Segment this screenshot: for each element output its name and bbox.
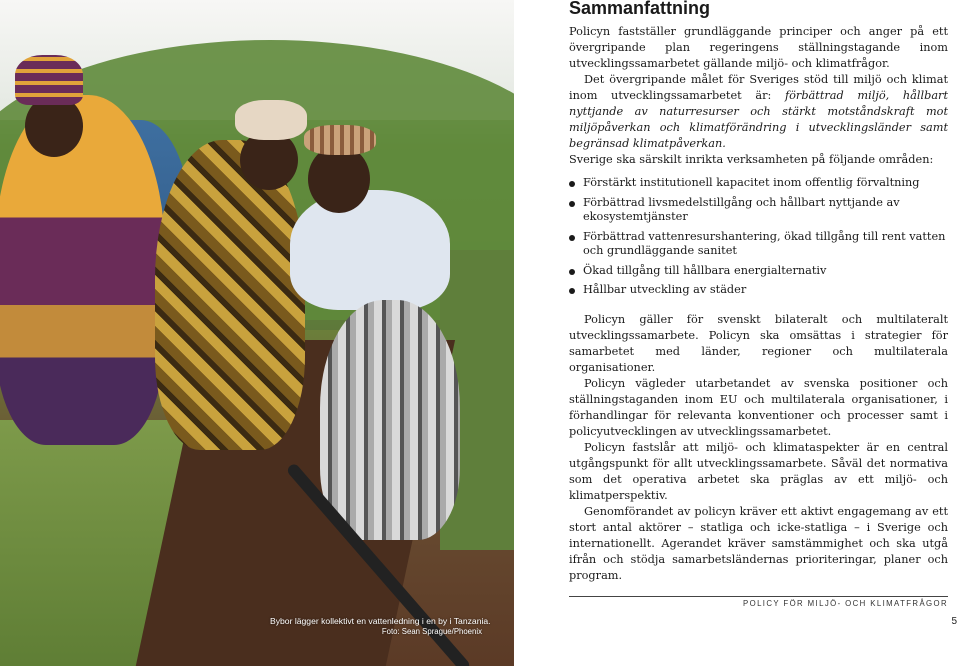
list-item-text: Förbättrad livsmedelstillgång och hållbart nyttjande av ekosystemtjänster <box>583 195 900 223</box>
body-paragraph-2: Policyn vägleder utarbetandet av svenska positioner och ställningstaganden inom EU och multilaterala organisationer, i förhandlingar för relevanta konventioner och processer samt i policyutvecklingen av utvecklingssamarbetet. <box>569 377 948 438</box>
photo-headwrap-right <box>304 125 376 155</box>
list-item <box>569 176 948 191</box>
photo-credit: Foto: Sean Sprague/Phoenix <box>381 627 482 636</box>
body-paragraph-1: Policyn gäller för svenskt bilateralt och multilateralt utvecklingssamarbete. Policyn ska omsättas i strategier för samarbetet med länder, regioner och multilaterala organisationer. <box>569 313 948 374</box>
photo-person-right-skirt <box>320 300 460 540</box>
bullet-icon <box>569 181 575 187</box>
bullet-icon <box>569 288 575 294</box>
bullet-icon <box>569 235 575 241</box>
list-item <box>569 196 948 225</box>
focus-lead: Sverige ska särskilt inrikta verksamheten på följande områden: <box>569 153 934 166</box>
intro-goal-statement: förbättrad miljö, hållbart nyttjande av naturresurser och stärkt motståndskraft mot miljöpåverkan och klimatförändring i utvecklingsländer samt begränsad klimatpåverkan. <box>569 89 948 150</box>
list-item <box>569 230 948 259</box>
list-item-text: Hållbar utveckling av städer <box>583 283 747 296</box>
bullet-icon <box>569 269 575 275</box>
body-paragraph-3: Policyn fastslår att miljö- och klimataspekter är en central utgångspunkt för allt utvecklingssamarbete. Såväl det normativa som det operativa arbetet ska präglas av ett miljö- och klimatperspektiv. <box>569 441 948 502</box>
photo-headwrap-middle <box>235 100 307 140</box>
running-title: POLICY FÖR MILJÖ- OCH KLIMATFRÅGOR <box>743 599 948 608</box>
bullet-icon <box>569 201 575 207</box>
photo-head-right <box>308 145 370 213</box>
photo-caption-text: Bybor lägger kollektivt en vattenledning i en by i Tanzania. <box>270 616 491 626</box>
list-item <box>569 264 948 279</box>
list-item-text: Ökad tillgång till hållbara energialternativ <box>583 263 827 277</box>
page-title: Sammanfattning <box>569 0 711 18</box>
photo-person-right-top <box>290 190 450 310</box>
body-paragraph-4: Genomförandet av policyn kräver ett aktivt engagemang av ett stort antal aktörer – statliga och icke-statliga – i Sverige och internationellt. Agerandet kräver samstämmighet och ska utgå ifrån och stödja samarbetsländernas prioriteringar, planer och program. <box>569 505 948 582</box>
focus-section <box>569 152 948 303</box>
list-item <box>569 283 948 298</box>
intro-paragraph-1: Policyn fastställer grundläggande principer och anger på ett övergripande plan regeringens ställningstagande inom utvecklingssamarbetet gällande miljö- och klimatfrågor. <box>569 25 948 70</box>
photo-caption <box>270 616 491 637</box>
photo-headwrap-left <box>15 55 83 105</box>
list-item-text: Förbättrad vattenresurshantering, ökad tillgång till rent vatten och grundläggande sanitet <box>583 229 946 257</box>
photo-person-left <box>0 95 165 445</box>
list-item-text: Förstärkt institutionell kapacitet inom offentlig förvaltning <box>583 176 920 189</box>
page-number: 5 <box>951 616 957 627</box>
intro-section <box>569 24 948 152</box>
body-section <box>569 312 948 584</box>
intro-goal-lead: Det övergripande målet för Sveriges stöd till miljö och klimat inom utvecklingssamarbetet är: <box>569 73 948 102</box>
intro-paragraph-2 <box>569 72 948 152</box>
focus-list <box>569 176 948 298</box>
footer-divider <box>569 596 948 597</box>
